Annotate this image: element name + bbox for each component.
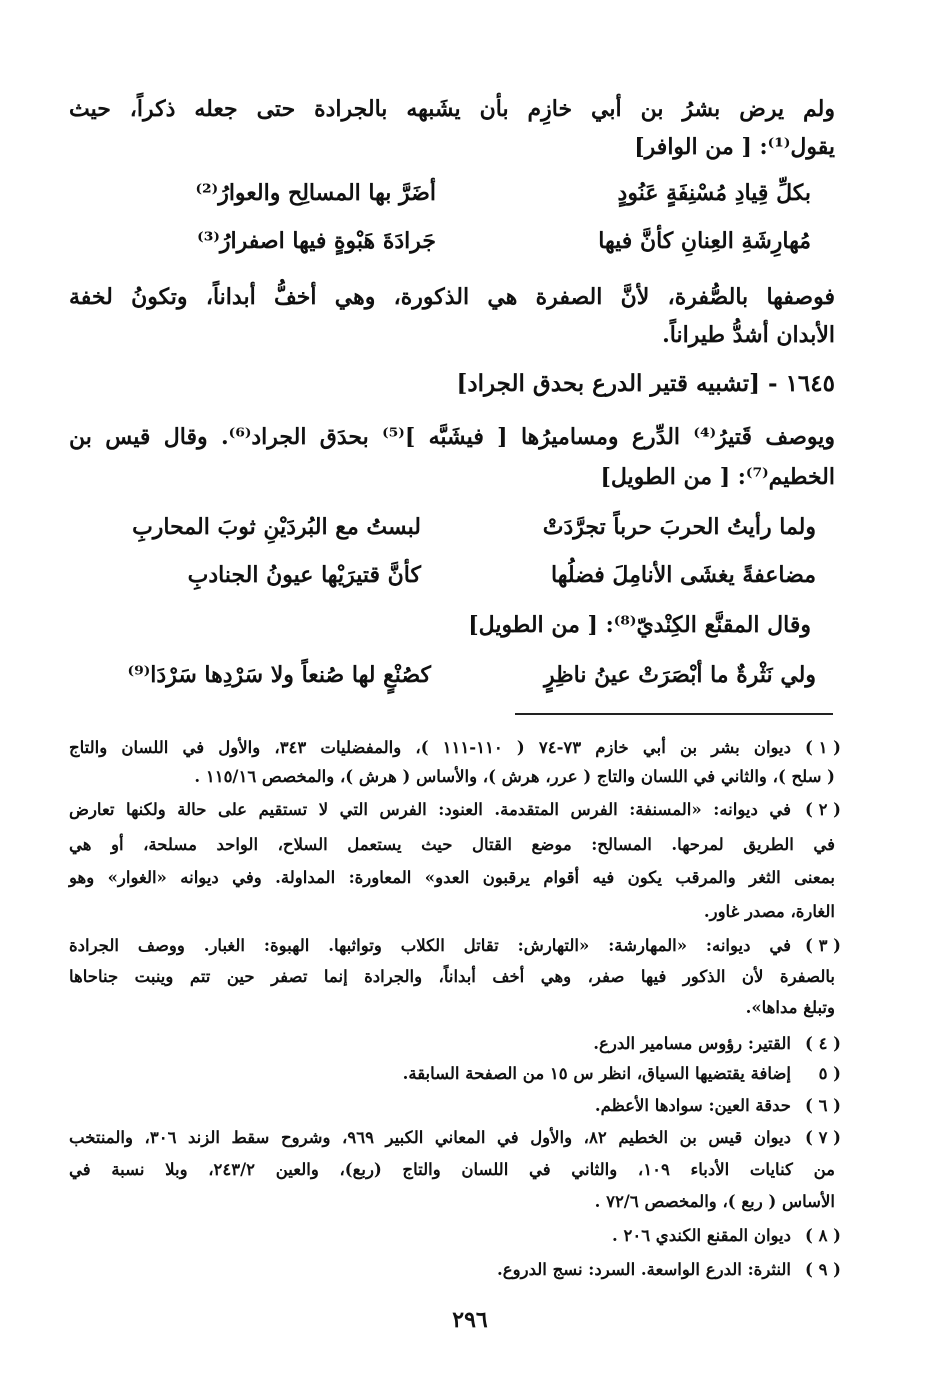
poem-2-line-1-right: ولما رأيتُ الحربَ حرباً تجرَّدَتْ	[542, 514, 816, 540]
footnote-number: ( ٦ )	[805, 1096, 841, 1115]
footnote-number: ( ٧ )	[805, 1128, 841, 1147]
footnote-number: ( ٣ )	[805, 936, 841, 955]
poem-1-line-1-right: بكلِّ قِيادِ مُسْنِفَةٍ عَنُودٍ	[617, 180, 811, 206]
paragraph-3-line-2: الخطيم⁽⁷⁾: [ من الطويل]	[600, 464, 835, 490]
footnote-line: حدقة العين: سوادها الأعظم.	[594, 1096, 791, 1115]
footnote-line: ( سلح )، والثاني في اللسان والتاج ( عرر، هرش )، والأساس ( هرش )، والمخصص ١١٥/١٦ .	[194, 767, 835, 786]
footnote-number: ( ٤ )	[805, 1034, 841, 1053]
footnote-number: ( ٩ )	[805, 1260, 841, 1279]
section-number: ١٦٤٥	[785, 370, 835, 397]
footnote-line: القتير: رؤوس مسامير الدرع.	[593, 1034, 791, 1053]
footnote-line: وتبلغ مداها».	[745, 998, 835, 1017]
footnote-number: ( ١ )	[805, 738, 841, 757]
poem-1-line-2-right: مُهارِشَةِ العِنانِ كأنَّ فيها	[598, 228, 811, 254]
footnote-line: في الطريق لمرحها. المسالح: موضع القتال حيث يستعمل السلاح، الواحد مسلحة، أو هي	[69, 835, 835, 854]
footnote-line: إضافة يقتضيها السياق، انظر س ١٥ من الصفحة السابقة.	[402, 1064, 791, 1083]
paragraph-1-line-1: ولم يرض بشرُ بن أبي خازِم بأن يشَبهه بالجرادة حتى جعله ذكراً، حيث	[69, 96, 835, 122]
footnote-line: الأساس ( ربع )، والمخصص ٧٢/٦ .	[594, 1192, 835, 1211]
footnote-line: من كنايات الأدباء ١٠٩، والثاني في اللسان والتاج (ربع)، والعين ٢٤٣/٢، وبلا نسبة في	[69, 1160, 835, 1179]
paragraph-1-line-2: يقول⁽¹⁾: [ من الوافر]	[634, 134, 835, 160]
poem-1-line-1-left: أضَرَّ بها المسالِح والعوارُ⁽²⁾	[195, 180, 436, 206]
footnote-line: النثرة: الدرع الواسعة. السرد: نسج الدروع.	[497, 1260, 791, 1279]
footnote-number: ( ٥	[818, 1064, 841, 1083]
poem-2-line-2-left: كأنَّ قتيرَيْها عيونُ الجنادبِ	[187, 562, 421, 588]
footnote-line: ديوان قيس بن الخطيم ٨٢، والأول في المعاني الكبير ٩٦٩، وشروح سقط الزند ٣٠٦، والمنتخب	[69, 1128, 792, 1147]
footnote-line: ديوان بشر بن أبي خازم ٧٣-٧٤ ( ١١٠-١١١ )، والمفضليات ٣٤٣، والأول في اللسان والتاج	[69, 738, 791, 757]
section-heading	[456, 370, 835, 397]
footnote-line: ديوان المقنع الكندي ٢٠٦ .	[611, 1226, 791, 1245]
paragraph-2-line-1: فوصفها بالصُّفرة، لأنَّ الصفرة هي الذكورة، وهي أخفُّ أبداناً، وتكونُ لخفة	[69, 284, 835, 310]
footnote-separator	[515, 713, 833, 715]
poem-3-intro: وقال المقنَّع الكِنْديّ⁽⁸⁾: [ من الطويل]	[468, 612, 811, 638]
poem-2-line-1-left: لبستُ مع البُردَيْنِ ثوبَ المحاربِ	[132, 514, 421, 540]
footnote-line: بمعنى الثغر والمرقب يكون فيه أقوام يرقبون العدو» المعاورة: المداولة. وفي ديوانه «الغوار» وهو	[69, 868, 835, 887]
footnote-number: ( ٨ )	[805, 1226, 841, 1245]
footnote-number: ( ٢ )	[805, 800, 841, 819]
footnote-line: في ديوانه: «المسنفة: الفرس المتقدمة. العنود: الفرس التي لا تستقيم على حالة ولكنها تعارض	[69, 800, 791, 819]
paragraph-3-line-1: ويوصف قَتيرُ⁽⁴⁾ الدِّرع ومساميرُها [ فيشَبَّه ]⁽⁵⁾ بحدَق الجراد⁽⁶⁾. وقال قيس بن	[69, 424, 835, 450]
poem-1-line-2-left: جَرادَةَ هَبْوةٍ فيها اصفرارُ⁽³⁾	[197, 228, 436, 254]
poem-2-line-2-right: مضاعفةً يغشَى الأنامِلَ فضلُها	[551, 562, 816, 588]
paragraph-2-line-2: الأبدان أشدُّ طيراناً.	[662, 322, 835, 348]
section-title: - [تشبيه قتير الدرع بحدق الجراد]	[456, 370, 778, 397]
page-number: ٢٩٦	[452, 1307, 488, 1333]
poem-3-line-1-left: كصُنْعٍ لها صُنعاً ولا سَرْدِها سَرْدَا⁽⁹⁾	[127, 662, 431, 688]
footnote-line: بالصفرة لأن الذكور فيها صفر، وهي أخف أبداناً، والجرادة إنما تصفر حين تتم وينبت جناحاها	[69, 967, 835, 986]
footnote-line: في ديوانه: «المهارشة: «التهارش: تقاتل الكلاب وتواثبها. الهبوة: الغبار. ووصف الجرادة	[69, 936, 791, 955]
poem-3-line-1-right: ولي نَثْرةٌ ما أبْصَرَتْ عينُ ناظِرٍ	[543, 662, 816, 688]
footnote-line: الغارة، مصدر غاور.	[703, 902, 835, 921]
